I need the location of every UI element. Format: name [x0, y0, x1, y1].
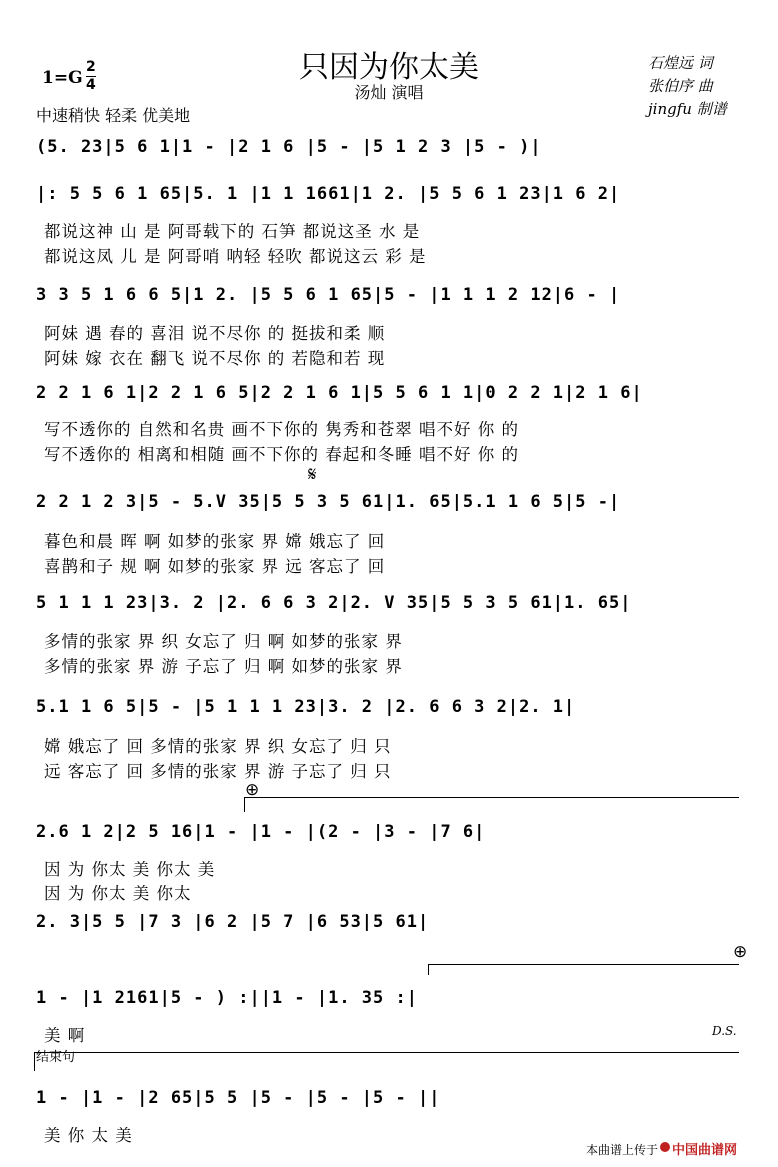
lyric-line: 嫦 娥忘了 回 多情的张家 界 织 女忘了 归 只: [44, 737, 392, 756]
time-signature: [86, 60, 96, 93]
lyric-line: 阿妹 嫁 衣在 翻飞 说不尽你 的 若隐和若 现: [44, 349, 386, 368]
lyric-line: 因 为 你太 美 你太: [44, 884, 192, 903]
segno-sign: 𝄋: [308, 462, 317, 486]
lyric-line: 美 啊: [44, 1026, 86, 1045]
composer-credit: 张伯序 曲: [648, 77, 713, 95]
coda-sign: ⊕: [733, 942, 748, 962]
singer-credit: 汤灿 演唱: [354, 83, 424, 102]
ending-label: 结束句: [36, 1050, 76, 1065]
site-logo-icon: [660, 1142, 670, 1152]
lyric-line: 都说这神 山 是 阿哥载下的 石笋 都说这圣 水 是: [44, 222, 421, 241]
time-signature-bottom: 4: [86, 77, 96, 93]
lyric-line: 喜鹊和子 规 啊 如梦的张家 界 远 客忘了 回: [44, 557, 386, 576]
notation-row: |: 5 5 6 1 65|5. 1 |1 1 1661|1 2. |5 5 6 1 23|1 6 2|: [36, 184, 621, 204]
notation-row: 1 - |1 2161|5 - ) :||1 - |1. 35 :|: [36, 988, 418, 1008]
key-signature: 1=G: [42, 68, 83, 88]
site-logo-text: 中国曲谱网: [672, 1143, 738, 1158]
notation-row: 2. 3|5 5 |7 3 |6 2 |5 7 |6 53|5 61|: [36, 912, 430, 932]
tempo-marking: 中速稍快 轻柔 优美地: [36, 106, 191, 125]
upload-note: 本曲谱上传于: [586, 1143, 659, 1157]
notation-row: 5.1 1 6 5|5 - |5 1 1 1 23|3. 2 |2. 6 6 3 2|2. 1|: [36, 697, 576, 717]
lyric-line: 写不透你的 自然和名贵 画不下你的 隽秀和苍翠 唱不好 你 的: [44, 420, 519, 439]
coda-bracket: [244, 797, 739, 812]
notation-row: 2 2 1 2 3|5 - 5.V 35|5 5 3 5 61|1. 65|5.1 1 6 5|5 -|: [36, 492, 621, 512]
ending-bracket: [34, 1052, 739, 1071]
lyric-line: 因 为 你太 美 你太 美: [44, 860, 216, 879]
coda-sign: ⊕: [245, 780, 260, 800]
lyric-line: 阿妹 遇 春的 喜泪 说不尽你 的 挺拔和柔 顺: [44, 324, 386, 343]
lyric-line: 写不透你的 相离和相随 画不下你的 春起和冬睡 唱不好 你 的: [44, 445, 519, 464]
ds-mark: D.S.: [712, 1024, 737, 1038]
notation-row: 2 2 1 6 1|2 2 1 6 5|2 2 1 6 1|5 5 6 1 1|0 2 2 1|2 1 6|: [36, 383, 643, 403]
song-title: 只因为你太美: [299, 50, 479, 85]
lyric-line: 远 客忘了 回 多情的张家 界 游 子忘了 归 只: [44, 762, 392, 781]
lyric-line: 多情的张家 界 织 女忘了 归 啊 如梦的张家 界: [44, 632, 403, 651]
lyricist-credit: 石煌远 词: [648, 54, 713, 72]
lyric-line: 多情的张家 界 游 子忘了 归 啊 如梦的张家 界: [44, 657, 403, 676]
volta-bracket: [428, 964, 739, 975]
notation-row: 3 3 5 1 6 6 5|1 2. |5 5 6 1 65|5 - |1 1 1 2 12|6 - |: [36, 285, 621, 305]
lyric-line: 都说这凤 儿 是 阿哥哨 呐轻 轻吹 都说这云 彩 是: [44, 247, 427, 266]
lyric-line: 美 你 太 美: [44, 1126, 133, 1145]
transcriber-credit: jingfu 制谱: [648, 100, 727, 118]
time-signature-top: 2: [86, 59, 96, 75]
notation-row: 2.6 1 2|2 5 16|1 - |1 - |(2 - |3 - |7 6|: [36, 822, 486, 842]
notation-row: (5. 23|5 6 1|1 - |2 1 6 |5 - |5 1 2 3 |5 - )|: [36, 137, 542, 157]
credits-block: [648, 52, 727, 121]
notation-row: 1 - |1 - |2 65|5 5 |5 - |5 - |5 - ||: [36, 1088, 441, 1108]
lyric-line: 暮色和晨 晖 啊 如梦的张家 界 嫦 娥忘了 回: [44, 532, 386, 551]
notation-row: 5 1 1 1 23|3. 2 |2. 6 6 3 2|2. V 35|5 5 3 5 61|1. 65|: [36, 593, 632, 613]
